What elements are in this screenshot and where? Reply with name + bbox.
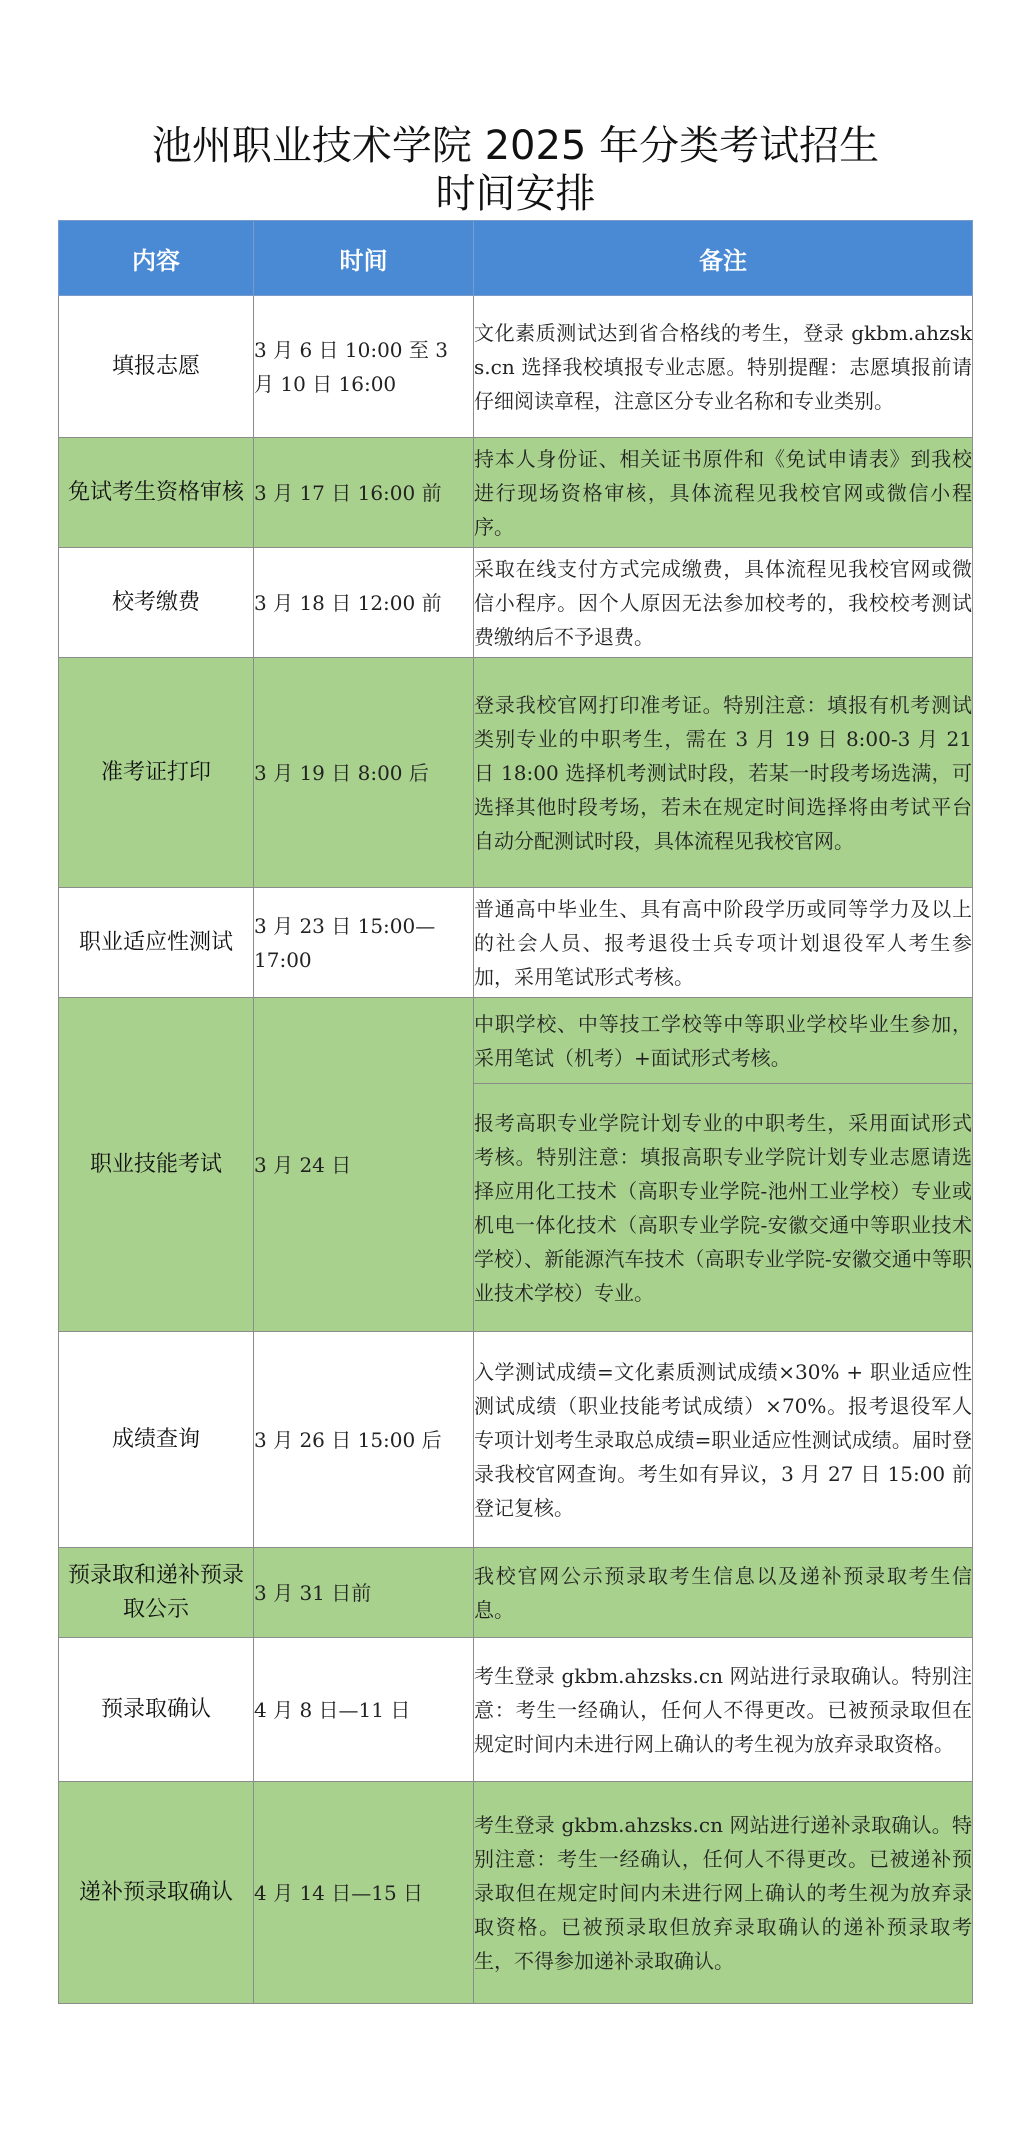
row-time: 3 月 19 日 8:00 后 [254,658,474,888]
row-note: 文化素质测试达到省合格线的考生，登录 gkbm.ahzsks.cn 选择我校填报专业志愿。特别提醒：志愿填报前请仔细阅读章程，注意区分专业名称和专业类别。 [474,296,973,438]
row-time: 3 月 6 日 10:00 至 3 月 10 日 16:00 [254,296,474,438]
row-item: 校考缴费 [59,548,254,658]
table-row [59,296,973,438]
table-row [59,888,973,998]
table-row [59,1332,973,1548]
table-row [59,998,973,1084]
row-time: 3 月 31 日前 [254,1548,474,1638]
schedule-table [58,220,973,2004]
row-time: 4 月 14 日—15 日 [254,1782,474,2004]
row-note: 采取在线支付方式完成缴费，具体流程见我校官网或微信小程序。因个人原因无法参加校考的，我校校考测试费缴纳后不予退费。 [474,548,973,658]
row-item: 职业适应性测试 [59,888,254,998]
row-time: 3 月 18 日 12:00 前 [254,548,474,658]
row-note: 登录我校官网打印准考证。特别注意：填报有机考测试类别专业的中职考生，需在 3 月 19 日 8:00-3 月 21 日 18:00 选择机考测试时段，若某一时段考场选满，可选择其他时段考场，若未在规定时间选择将由考试平台自动分配测试时段，具体流程见我校官网。 [474,658,973,888]
row-note: 入学测试成绩=文化素质测试成绩×30% + 职业适应性测试成绩（职业技能考试成绩）×70%。报考退役军人专项计划考生录取总成绩=职业适应性测试成绩。届时登录我校官网查询。考生如有异议，3 月 27 日 15:00 前登记复核。 [474,1332,973,1548]
header-note: 备注 [474,221,973,296]
row-item: 职业技能考试 [59,998,254,1332]
row-note: 中职学校、中等技工学校等中等职业学校毕业生参加，采用笔试（机考）+面试形式考核。 [474,998,973,1084]
row-item: 递补预录取确认 [59,1782,254,2004]
header-time: 时间 [254,221,474,296]
row-note: 持本人身份证、相关证书原件和《免试申请表》到我校进行现场资格审核，具体流程见我校官网或微信小程序。 [474,438,973,548]
row-time: 3 月 26 日 15:00 后 [254,1332,474,1548]
row-item: 填报志愿 [59,296,254,438]
row-time: 3 月 24 日 [254,998,474,1332]
row-note: 我校官网公示预录取考生信息以及递补预录取考生信息。 [474,1548,973,1638]
row-item: 预录取和递补预录取公示 [59,1548,254,1638]
row-note: 考生登录 gkbm.ahzsks.cn 网站进行录取确认。特别注意：考生一经确认，任何人不得更改。已被预录取但在规定时间内未进行网上确认的考生视为放弃录取资格。 [474,1638,973,1782]
table-row [59,548,973,658]
table-row [59,1782,973,2004]
page-title [0,122,1031,218]
table-row [59,1548,973,1638]
row-time: 4 月 8 日—11 日 [254,1638,474,1782]
row-note: 考生登录 gkbm.ahzsks.cn 网站进行递补录取确认。特别注意：考生一经确认，任何人不得更改。已被递补预录取但在规定时间内未进行网上确认的考生视为放弃录取资格。已被预录取但放弃录取确认的递补预录取考生，不得参加递补录取确认。 [474,1782,973,2004]
row-item: 免试考生资格审核 [59,438,254,548]
row-time: 3 月 23 日 15:00—17:00 [254,888,474,998]
table-row [59,658,973,888]
row-time: 3 月 17 日 16:00 前 [254,438,474,548]
row-item: 预录取确认 [59,1638,254,1782]
row-item: 成绩查询 [59,1332,254,1548]
row-item: 准考证打印 [59,658,254,888]
page-title-line2: 时间安排 [435,171,596,217]
table-row [59,438,973,548]
header-item: 内容 [59,221,254,296]
row-note: 普通高中毕业生、具有高中阶段学历或同等学力及以上的社会人员、报考退役士兵专项计划退役军人考生参加，采用笔试形式考核。 [474,888,973,998]
table-header-row [59,221,973,296]
page-title-line1: 池州职业技术学院 2025 年分类考试招生 [151,123,880,169]
table-row [59,1638,973,1782]
row-note-secondary: 报考高职专业学院计划专业的中职考生，采用面试形式考核。特别注意：填报高职专业学院计划专业志愿请选择应用化工技术（高职专业学院-池州工业学校）专业或机电一体化技术（高职专业学院-安徽交通中等职业技术学校）、新能源汽车技术（高职专业学院-安徽交通中等职业技术学校）专业。 [474,1084,973,1332]
